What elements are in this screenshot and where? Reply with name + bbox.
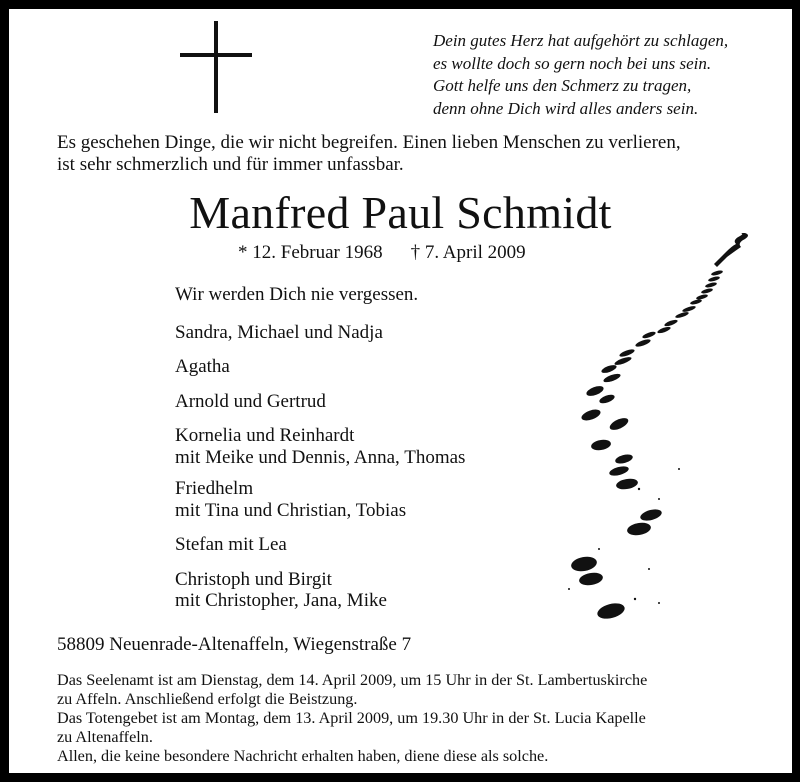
poem-line: Dein gutes Herz hat aufgehört zu schlagen,	[433, 31, 729, 50]
note-line: Das Seelenamt ist am Dienstag, dem 14. April 2009, um 15 Uhr in der St. Lambertuskirche	[57, 671, 648, 689]
footprints-icon	[539, 229, 769, 619]
intro-line: Es geschehen Dinge, die wir nicht begreifen. Einen lieben Menschen zu verlieren,	[57, 132, 681, 153]
family-line: Arnold und Gertrud	[175, 390, 326, 412]
intro-line: ist sehr schmerzlich und für immer unfassbar.	[57, 154, 404, 175]
family-group	[175, 391, 465, 413]
family-line: Christoph und Birgit	[175, 568, 332, 590]
poem	[433, 30, 728, 120]
family-line: Sandra, Michael und Nadja	[175, 321, 383, 343]
note-line: zu Altenaffeln.	[57, 728, 153, 746]
birth-date: * 12. Februar 1968	[238, 242, 383, 263]
family-group	[175, 425, 465, 468]
family-group	[175, 356, 465, 378]
family-line: mit Christopher, Jana, Mike	[175, 590, 387, 611]
death-date: † 7. April 2009	[410, 242, 526, 263]
address: 58809 Neuenrade-Altenaffeln, Wiegenstraße 7	[57, 634, 412, 655]
note-line: zu Affeln. Anschließend erfolgt die Beistzung.	[57, 690, 358, 708]
family-group	[175, 569, 465, 612]
poem-line: denn ohne Dich wird alles anders sein.	[433, 98, 699, 118]
family-line: mit Meike und Dennis, Anna, Thomas	[175, 446, 466, 468]
obituary-notice	[9, 9, 792, 773]
intro-text	[57, 132, 681, 176]
farewell-line: Wir werden Dich nie vergessen.	[175, 284, 419, 305]
deceased-name: Manfred Paul Schmidt	[189, 187, 612, 238]
family-group	[175, 534, 465, 556]
cross-icon	[180, 21, 252, 113]
family-line: Agatha	[175, 356, 230, 377]
family-line: Friedhelm	[175, 478, 254, 499]
family-line: Kornelia und Reinhardt	[175, 425, 355, 446]
family-line: mit Tina und Christian, Tobias	[175, 499, 407, 521]
poem-line: Gott helfe uns den Schmerz zu tragen,	[433, 76, 692, 95]
family-group	[175, 478, 465, 521]
family-group	[175, 322, 465, 344]
service-notes	[57, 671, 647, 766]
family-line: Stefan mit Lea	[175, 534, 287, 555]
note-line: Das Totengebet ist am Montag, dem 13. April 2009, um 19.30 Uhr in der St. Lucia Kapelle	[57, 709, 646, 727]
note-line: Allen, die keine besondere Nachricht erhalten haben, diene diese als solche.	[57, 747, 549, 765]
poem-line: es wollte doch so gern noch bei uns sein.	[433, 53, 712, 73]
family-list	[175, 284, 465, 612]
life-dates	[238, 242, 526, 264]
